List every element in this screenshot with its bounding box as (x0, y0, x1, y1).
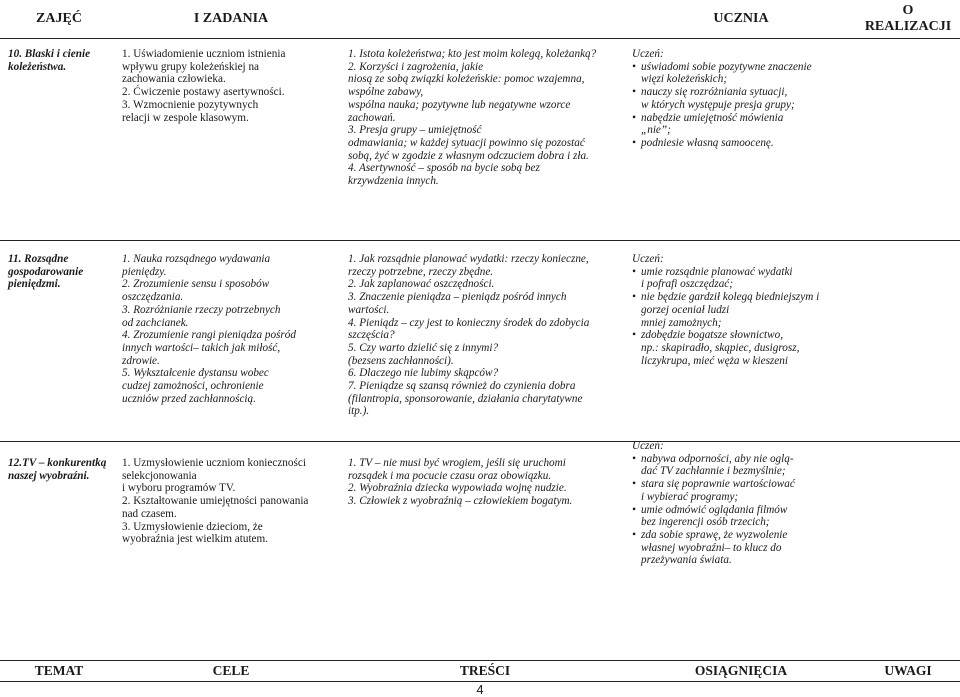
achievement-item: np.: skapiradło, skąpiec, dusigrosz, (641, 341, 800, 354)
cele-line: cudzej zamożności, ochronienie (122, 380, 264, 393)
footer-top-line (0, 660, 960, 661)
cele-line: wyobraźnia jest wielkim atutem. (122, 533, 269, 546)
tresci-line: 6. Dlaczego nie lubimy skąpców? (348, 367, 499, 380)
tresci-line: niosą ze sobą związki koleżeńskie: pomoc wzajemna, (348, 73, 585, 86)
row1-tresci (348, 48, 626, 188)
page-number: 4 (476, 682, 484, 697)
cele-line: 3. Uzmysłowienie dzieciom, że (122, 520, 263, 533)
achievement-item: własnej wyobraźni– to klucz do (641, 541, 782, 554)
achievement-item: i pofrafi oszczędzać; (641, 278, 733, 291)
header-realizacji (856, 0, 960, 39)
tresci-line: (bezsens zachłanności). (348, 354, 454, 367)
row3-achievements-list (632, 453, 854, 567)
row3-tresci (348, 457, 626, 508)
cele-line: 4. Zrozumienie rangi pieniądza pośród (122, 329, 296, 342)
achievement-item: • stara się poprawnie wartościować (632, 478, 854, 491)
tresci-line: 3. Znaczenie pieniądza – pieniądz pośród innych (348, 291, 567, 304)
tresci-line: 2. Wyobraźnia dziecka wypowiada wojnę nudzie. (348, 482, 567, 495)
cele-line: relacji w zespole klasowym. (122, 111, 249, 124)
achievement-item: • podniesie własną samoocenę. (632, 137, 854, 150)
tresci-line: 7. Pieniądze są szansą również do czynienia dobra (348, 380, 576, 393)
achievement-item: • nauczy się rozróżniania sytuacji, (632, 86, 854, 99)
tresci-line: 3. Presja grupy – umiejętność (348, 124, 482, 137)
tresci-line: 1. Istota koleżeństwa; kto jest moim kolegą, koleżanką? (348, 48, 597, 60)
row3-temat: 12.TV – konkurentką naszej wyobraźni. (8, 457, 107, 482)
tresci-line: 1. Jak rozsądnie planować wydatki: rzeczy konieczne, (348, 253, 589, 265)
row2-achievements-list (632, 266, 854, 368)
achievement-item: gorzej oceniał ludzi (641, 303, 730, 316)
tresci-line: 5. Czy warto dzielić się z innymi? (348, 341, 499, 354)
cele-line: 1. Uzmysłowienie uczniom konieczności (122, 457, 306, 469)
achievement-item: • uświadomi sobie pozytywne znaczenie (632, 61, 854, 74)
cele-line: nad czasem. (122, 507, 177, 520)
cele-line: 1. Nauka rozsądnego wydawania (122, 253, 271, 265)
cele-line: wpływu grupy koleżeńskiej na (122, 60, 260, 73)
cele-line: uczniów przed zachłannością. (122, 392, 256, 405)
cele-line: pieniędzy. (122, 265, 167, 278)
row2-uczen-label: Uczeń: (632, 253, 664, 265)
cele-line: 5. Wykształcenie dystansu wobec (122, 367, 269, 380)
achievement-item: „nie”; (641, 124, 671, 137)
tresci-line: sobą, żyć w zgodzie z własnym odczuciem dobra i zła. (348, 149, 589, 162)
tresci-line: krzywdzenia innych. (348, 175, 439, 188)
cele-line: zdrowie. (122, 354, 160, 367)
tresci-line: wspólna nauka; pozytywne lub negatywne wzorce (348, 98, 571, 111)
cele-line: oszczędzania. (122, 291, 184, 304)
footer-osiagniecia: OSIĄGNIĘCIA (694, 663, 788, 678)
cele-line: selekcjonowania (122, 469, 197, 482)
achievement-item: liczykrupa, mieć węża w kieszeni (641, 354, 788, 367)
row1-separator (0, 240, 960, 241)
row1-uczen-label: Uczeń: (632, 48, 664, 60)
cele-line: 2. Zrozumienie sensu i sposobów (122, 278, 270, 291)
cele-line: i wyboru programów TV. (122, 482, 236, 495)
tresci-line: 3. Człowiek z wyobraźnią – człowiekiem bogatym. (348, 495, 573, 508)
achievement-item: bez ingerencji osób trzecich; (641, 516, 770, 529)
achievement-item: • nabywa odporności, aby nie oglą- (632, 453, 854, 466)
row2-cele (122, 253, 342, 405)
tresci-line: 4. Pieniądz – czy jest to konieczny środek do zdobycia (348, 316, 590, 329)
achievement-item: • umie rozsądnie planować wydatki (632, 266, 854, 279)
row1-temat: 10. Blaski i cienie koleżeństwa. (8, 48, 91, 73)
header-ucznia: UCZNIA (626, 0, 856, 39)
achievement-item: więzi koleżeńskich; (641, 73, 728, 86)
achievement-item: dać TV zachłannie i bezmyślnie; (641, 465, 786, 478)
achievement-item: i wybierać programy; (641, 490, 739, 503)
tresci-line: 2. Jak zaplanować oszczędności. (348, 278, 495, 291)
tresci-line: (filantropia, sponsorowanie, działania charytatywne (348, 392, 583, 405)
row3-uczen-label: Uczeń: (632, 440, 664, 452)
tresci-line: 4. Asertywność – sposób na bycie sobą bez (348, 162, 540, 175)
tresci-line: wspólne zabawy, (348, 86, 424, 99)
cele-line: 2. Ćwiczenie postawy asertywności. (122, 86, 285, 99)
tresci-line: rzeczy potrzebne, rzeczy zbędne. (348, 265, 494, 278)
row1-achievements-list (632, 61, 854, 150)
cele-line: zachowania człowieka. (122, 73, 226, 86)
cele-line: 2. Kształtowanie umiejętności panowania (122, 495, 309, 508)
tresci-line: itp.). (348, 405, 370, 418)
achievement-item: • nie będzie gardził kolegą biedniejszym i (632, 291, 854, 304)
tresci-line: wartości. (348, 303, 390, 316)
footer-cele: CELE (212, 663, 250, 678)
achievement-item: w których występuje presja grupy; (641, 98, 795, 111)
cele-line: 3. Rozróżnianie rzeczy potrzebnych (122, 303, 281, 316)
row2-tresci (348, 253, 626, 418)
footer-temat: TEMAT (34, 663, 84, 678)
footer-tresci: TREŚCI (459, 663, 511, 678)
header-blank (344, 0, 626, 39)
row1-cele (122, 48, 342, 124)
tresci-line: 2. Korzyści i zagrożenia, jakie (348, 60, 484, 73)
achievement-item: przeżywania świata. (641, 554, 732, 567)
tresci-line: 1. TV – nie musi być wrogiem, jeśli się uruchomi (348, 457, 566, 469)
achievement-item: • nabędzie umiejętność mówienia (632, 112, 854, 125)
row1-osiagniecia (632, 48, 854, 150)
header-zadania: I ZADANIA (118, 0, 344, 39)
achievement-item: • umie odmówić oglądania filmów (632, 504, 854, 517)
header-zajec: ZAJĘĆ (0, 0, 118, 39)
footer-uwagi: UWAGI (884, 663, 932, 678)
cele-line: 3. Wzmocnienie pozytywnych (122, 98, 259, 111)
cele-line: od zachcianek. (122, 316, 189, 329)
row3-cele (122, 457, 342, 546)
tresci-line: odmawiania; w każdej sytuacji powinno się pozostać (348, 136, 585, 149)
tresci-line: rozsądek i ma pocucie czasu oraz obowiązku. (348, 469, 552, 482)
cele-line: 1. Uświadomienie uczniom istnienia (122, 48, 286, 60)
header-realizacji-line1: O (902, 3, 914, 18)
cele-line: innych wartości– takich jak miłość, (122, 341, 281, 354)
row2-temat: 11. Rozsądne gospodarowanie pieniędzmi. (8, 253, 84, 291)
tresci-line: szczęścia? (348, 329, 395, 342)
row3-osiagniecia (632, 440, 854, 567)
achievement-item: • zdobędzie bogatsze słownictwo, (632, 329, 854, 342)
achievement-item: • zda sobie sprawę, że wyzwolenie (632, 529, 854, 542)
tresci-line: zachowań. (348, 111, 396, 124)
row2-osiagniecia (632, 253, 854, 367)
header-realizacji-line2: REALIZACJI (864, 19, 952, 34)
achievement-item: mniej zamożnych; (641, 316, 722, 329)
